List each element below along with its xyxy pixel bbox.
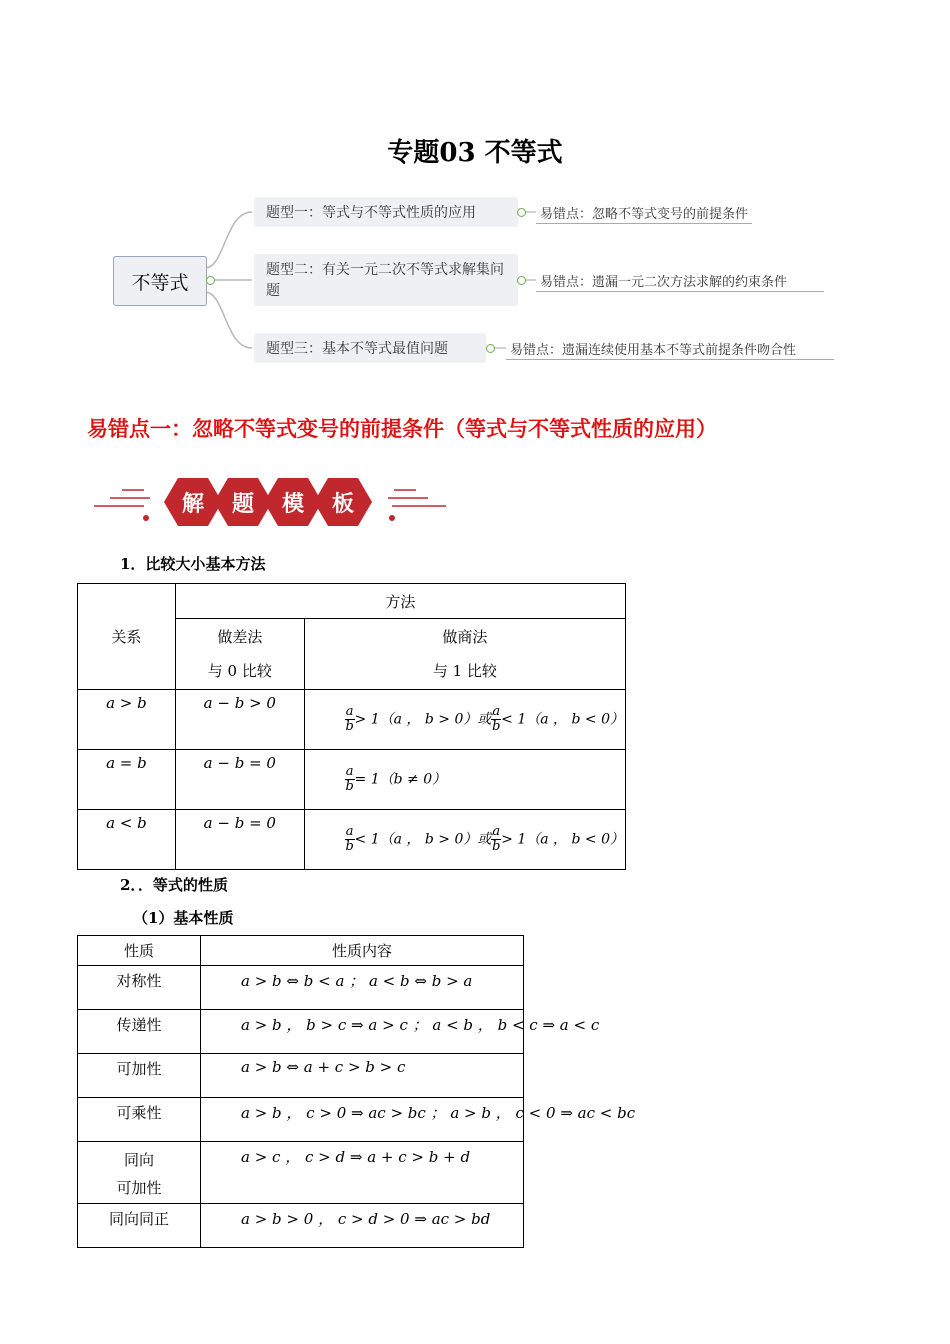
table2-name: 传递性	[78, 1010, 201, 1054]
banner-char-2: 题	[231, 492, 255, 517]
table1-rel: a < b	[78, 810, 176, 870]
table1-sub-quot-label: 做商法	[442, 628, 488, 646]
section-compare-methods: 1．比较大小基本方法	[120, 555, 266, 573]
fraction: $\frac{a}{b}$	[492, 704, 501, 734]
fraction: $\frac{a}{b}$	[345, 764, 354, 794]
table2-content: a > b ， b > c ⇒ a > c ； a < b ， b < c ⇒ a < c	[201, 1010, 524, 1054]
table-row	[78, 810, 626, 870]
properties-table	[77, 935, 636, 1248]
table-row	[78, 1010, 524, 1054]
mindmap-branch-2-dot	[517, 276, 526, 285]
mindmap-branch-1-dot	[517, 208, 526, 217]
solution-template-banner	[92, 472, 452, 532]
table2-content: a > b ， c > 0 ⇒ ac > bc ； a > b ， c < 0 ⇒ ac < bc	[201, 1098, 524, 1142]
page-title: 专题03 不等式	[387, 138, 563, 168]
mindmap-root-dot	[206, 276, 215, 285]
table-row	[78, 690, 626, 750]
table1-header-relation: 关系	[78, 584, 176, 690]
table1-quot: $\frac{a}{b}$ = 1（b ≠ 0）	[304, 750, 625, 810]
table2-name: 可加性	[78, 1054, 201, 1098]
fraction: $\frac{a}{b}$	[492, 824, 501, 854]
mindmap-note-1: 易错点：忽略不等式变号的前提条件	[536, 203, 752, 224]
table-row	[78, 750, 626, 810]
table1-sub-quot	[304, 619, 625, 690]
mindmap-branch-3-dot	[486, 344, 495, 353]
mindmap-branch-1: 题型一：等式与不等式性质的应用	[254, 197, 518, 227]
fraction: $\frac{a}{b}$	[345, 704, 354, 734]
section-basic-properties: （1）基本性质	[133, 909, 234, 927]
table1-diff: a − b = 0	[175, 810, 304, 870]
fraction: $\frac{a}{b}$	[345, 824, 354, 854]
table2-name: 同向同正	[78, 1204, 201, 1248]
table1-diff: a − b = 0	[175, 750, 304, 810]
banner-char-4: 板	[331, 492, 355, 517]
table-row	[78, 1098, 524, 1142]
section-heading-red: 易错点一：忽略不等式变号的前提条件（等式与不等式性质的应用）	[87, 417, 717, 441]
compare-methods-table	[77, 583, 626, 870]
table2-name-line1: 同向	[123, 1151, 154, 1169]
mindmap-branch-2: 题型二：有关一元二次不等式求解集问题	[254, 254, 518, 306]
table1-diff: a − b > 0	[175, 690, 304, 750]
table1-quot: $\frac{a}{b}$ < 1（a ， b > 0）或 $\frac{a}{b}$ > 1（a ， b < 0）	[304, 810, 625, 870]
table1-rel: a = b	[78, 750, 176, 810]
table2-name	[78, 1142, 201, 1204]
table-row	[78, 966, 524, 1010]
table2-content: a > c ， c > d ⇒ a + c > b + d	[201, 1142, 524, 1204]
table1-quot: $\frac{a}{b}$ > 1（a ， b > 0）或 $\frac{a}{b}$ < 1（a ， b < 0）	[304, 690, 625, 750]
mindmap-note-3: 易错点：遗漏连续使用基本不等式前提条件吻合性	[506, 339, 834, 360]
banner-char-1: 解	[181, 492, 205, 517]
table1-sub-diff-label: 做差法	[217, 628, 263, 646]
table2-name: 对称性	[78, 966, 201, 1010]
table-row	[78, 1204, 524, 1248]
table2-header-content: 性质内容	[201, 936, 524, 966]
table1-rel: a > b	[78, 690, 176, 750]
table2-name: 可乘性	[78, 1098, 201, 1142]
table2-name-line2: 可加性	[116, 1179, 162, 1197]
section-equation-properties: 2．．等式的性质	[120, 876, 228, 894]
table1-sub-diff-note: 与 0 比较	[207, 662, 272, 680]
table-row	[78, 1054, 524, 1098]
table2-content: a > b > 0 ， c > d > 0 ⇒ ac > bd	[201, 1204, 524, 1248]
mindmap-branch-3: 题型三：基本不等式最值问题	[254, 333, 486, 363]
table2-content: a > b ⇔ a + c > b > c	[201, 1054, 524, 1098]
mindmap-root: 不等式	[113, 256, 207, 306]
banner-char-3: 模	[281, 492, 305, 517]
table1-sub-diff	[175, 619, 304, 690]
mindmap-note-2: 易错点：遗漏一元二次方法求解的约束条件	[536, 271, 824, 292]
table1-sub-quot-note: 与 1 比较	[432, 662, 497, 680]
table-row	[78, 1142, 524, 1204]
table2-content: a > b ⇔ b < a ； a < b ⇔ b > a	[201, 966, 524, 1010]
table2-header-property: 性质	[78, 936, 201, 966]
table1-header-method: 方法	[175, 584, 625, 619]
